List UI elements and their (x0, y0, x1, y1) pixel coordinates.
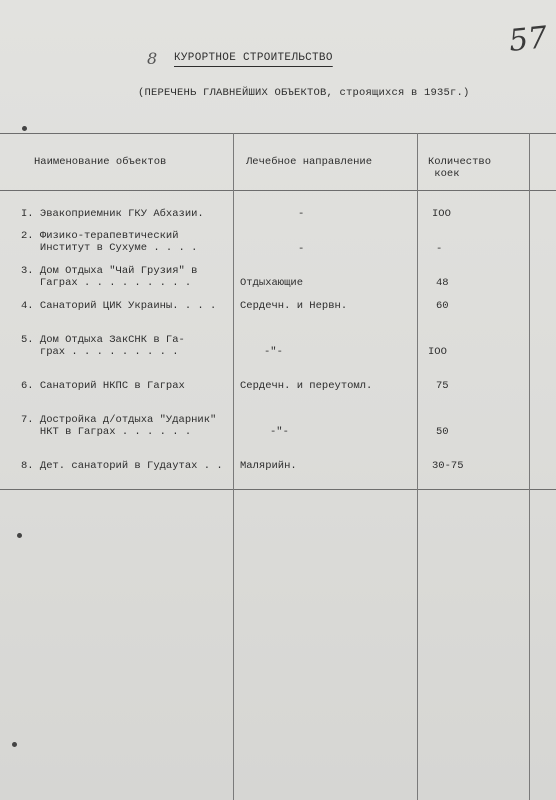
table-header-rule (0, 190, 556, 191)
header-beds: Количество коек (428, 156, 492, 180)
row-3-beds: 48 (436, 277, 449, 289)
punch-mark (17, 533, 22, 538)
row-2-beds: - (436, 243, 443, 255)
row-7-direction: -"- (270, 426, 289, 438)
header-name: Наименование объектов (34, 156, 167, 168)
row-2-name: 2. Физико-терапевтический Институт в Сухуме . . . . (21, 230, 198, 254)
row-5-beds: IOO (428, 346, 447, 358)
handwritten-page-number: 57 (507, 20, 549, 59)
row-8-beds: 30-75 (432, 460, 464, 472)
table-bottom-rule (0, 489, 556, 490)
handwritten-mark: 8 (147, 49, 158, 68)
row-3-direction: Отдыхающие (240, 277, 304, 289)
row-4-direction: Сердечн. и Нервн. (240, 300, 348, 312)
header-direction: Лечебное направление (246, 156, 373, 168)
punch-mark (12, 742, 17, 747)
row-7-beds: 50 (436, 426, 449, 438)
row-5-direction: -"- (264, 346, 283, 358)
row-6-name: 6. Санаторий НКПС в Гаграх (21, 380, 185, 392)
row-1-name: I. Эвакоприемник ГКУ Абхазии. (21, 208, 204, 220)
row-2-direction: - (298, 243, 305, 255)
row-7-name: 7. Достройка д/отдыха "Ударник" НКТ в Гаграх . . . . . . (21, 414, 217, 438)
row-8-direction: Малярийн. (240, 460, 297, 472)
row-1-direction: - (298, 208, 305, 220)
row-6-direction: Сердечн. и переутомл. (240, 380, 373, 392)
table-top-rule (0, 133, 556, 134)
row-5-name: 5. Дом Отдыха ЗакСНК в Га- грах . . . . . . . . . (21, 334, 185, 358)
row-4-name: 4. Санаторий ЦИК Украины. . . . (21, 300, 217, 312)
row-4-beds: 60 (436, 300, 449, 312)
column-divider-2 (417, 133, 418, 800)
column-divider-1 (233, 133, 234, 800)
row-6-beds: 75 (436, 380, 449, 392)
row-1-beds: IOO (432, 208, 451, 220)
column-divider-3 (529, 133, 530, 800)
row-8-name: 8. Дет. санаторий в Гудаутах . . (21, 460, 223, 472)
document-title: КУРОРТНОЕ СТРОИТЕЛЬСТВО (174, 52, 333, 64)
document-subtitle: (ПЕРЕЧЕНЬ ГЛАВНЕЙШИХ ОБЪЕКТОВ, строящихся в 1935г.) (138, 87, 470, 99)
row-3-name: 3. Дом Отдыха "Чай Грузия" в Гаграх . . . . . . . . . (21, 265, 198, 289)
punch-mark (22, 126, 27, 131)
